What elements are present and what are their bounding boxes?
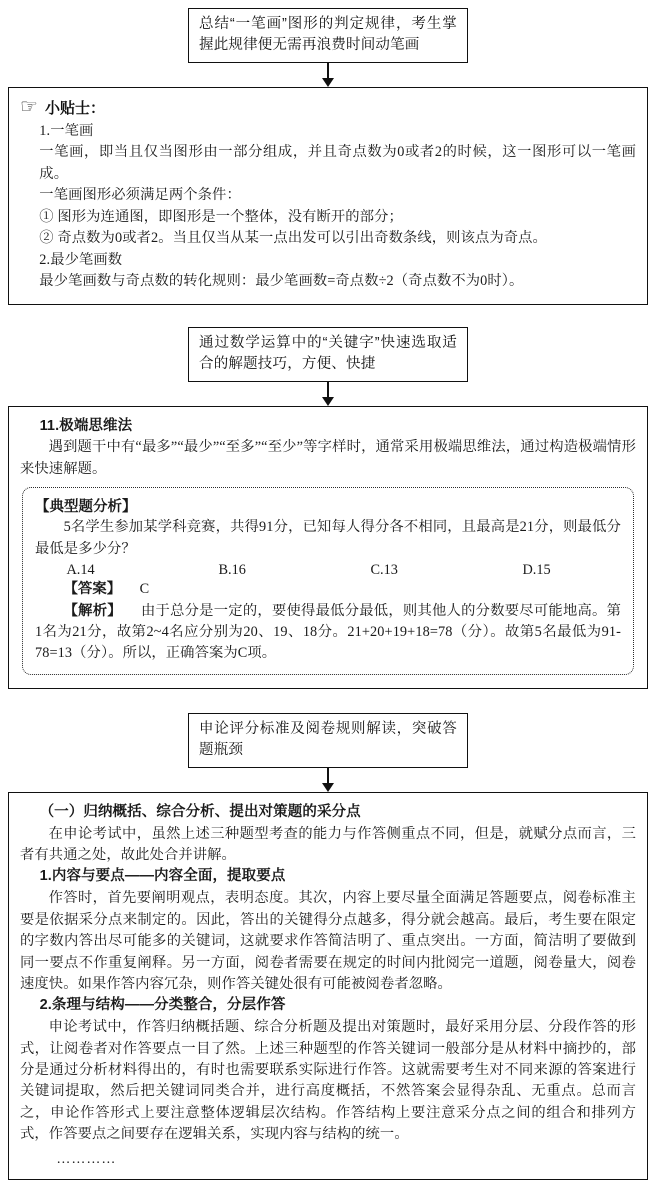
tip-title: 小贴士： <box>44 100 105 118</box>
tip-header <box>20 97 636 118</box>
tip-paragraph-2: 一笔画，即当且仅当图形由一部分组成，并且奇点数为0或者2的时候，这一图形可以一笔画成。 <box>39 144 636 182</box>
example-answer-line <box>35 579 621 600</box>
jiduan-body: 遇到题干中有“最多”“最少”“至多”“至少”等字样时，通常采用极端思维法，通过构造极端情形来快速解题。 <box>20 439 636 477</box>
option-d[interactable]: D.15 <box>522 562 551 579</box>
section-shenlun <box>0 713 656 1180</box>
jiduan-panel <box>8 406 648 689</box>
analysis-label: 【解析】 <box>63 602 122 619</box>
tip-paragraph-1: 1.一笔画 <box>39 123 94 140</box>
callout-text-1: 总结“一笔画”图形的判定规律，考生掌握此规律便无需再浪费时间动笔画 <box>199 16 457 54</box>
jiduan-heading: 11.极端思维法 <box>39 417 133 434</box>
callout-header-2 <box>0 327 656 406</box>
shenlun-ellipsis: ………… <box>56 1151 117 1167</box>
shenlun-sub2-heading: 2.条理与结构——分类整合，分层作答 <box>39 997 286 1014</box>
callout-text-2: 通过数学运算中的“关键字”快速选取适合的解题技巧，方便、快捷 <box>199 334 457 372</box>
callout-text-3: 申论评分标准及阅卷规则解读，突破答题瓶颈 <box>199 720 457 758</box>
example-title: 【典型题分析】 <box>35 499 137 516</box>
example-question: 5名学生参加某学科竞赛，共得91分，已知每人得分各不相同，且最高是21分，则最低分最低是多少分？ <box>35 519 621 557</box>
shenlun-sub1-heading: 1.内容与要点——内容全面，提取要点 <box>39 868 286 885</box>
analysis-text: 由于总分是一定的，要使得最低分最低，则其他人的分数要尽可能地高。第1名为21分，故第2~4名应分别为20、19、18分。21+20+19+18=78（分）。故第5名最低为91-78=13（分）。所以，正确答案为C项。 <box>35 602 622 662</box>
callout-header-3 <box>0 713 656 792</box>
answer-label: 【答案】 <box>63 581 122 598</box>
example-options <box>35 562 621 579</box>
callout-header-1 <box>0 8 656 87</box>
tip-paragraph-5: ② 奇点数为0或者2。当且仅当从某一点出发可以引出奇数条线，则该点为奇点。 <box>39 230 547 247</box>
section-jiduan <box>0 327 656 689</box>
example-box <box>22 487 634 675</box>
example-analysis-line <box>35 601 621 665</box>
tip-paragraph-4: ① 图形为连通图，即图形是一个整体，没有断开的部分； <box>39 208 403 225</box>
option-a[interactable]: A.14 <box>66 562 95 579</box>
tip-paragraph-7: 最少笔画数与奇点数的转化规则：最少笔画数=奇点数÷2（奇点数不为0时）。 <box>39 273 524 290</box>
shenlun-panel <box>8 792 648 1180</box>
shenlun-sub1-body: 作答时，首先要阐明观点，表明态度。其次，内容上要尽量全面满足答题要点，阅卷标准主要是依据采分点来制定的。因此，答出的关键得分点越多，得分就会越高。最后，考生要在限定的字数内答出尽可能多的关键词，这就要求作答简洁明了、重点突出。一方面，简洁明了要做到同一要点不作重复阐释。另一方面，阅卷者需要在规定的时间内批阅完一道题，阅卷量大，阅卷速度快。如果作答内容冗杂，则作答关键处很有可能被阅卷者忽略。 <box>20 890 636 992</box>
tip-paragraph-6: 2.最少笔画数 <box>39 251 123 268</box>
callout-box-1 <box>188 8 468 63</box>
down-arrow-icon-2 <box>321 382 335 406</box>
down-arrow-icon-1 <box>321 63 335 87</box>
shenlun-intro: 在申论考试中，虽然上述三种题型考查的能力与作答侧重点不同，但是，就赋分点而言，三者有共通之处，故此处合并讲解。 <box>20 825 636 864</box>
answer-value: C <box>139 581 150 598</box>
callout-box-2 <box>188 327 468 382</box>
section-yibihua <box>0 0 656 305</box>
pointing-hand-icon: ☞ <box>20 95 38 118</box>
tip-panel <box>8 87 648 305</box>
option-c[interactable]: C.13 <box>370 562 398 579</box>
down-arrow-icon-3 <box>321 768 335 792</box>
shenlun-sub2-body: 申论考试中，作答归纳概括题、综合分析题及提出对策题时，最好采用分层、分段作答的形式，让阅卷者对作答要点一目了然。上述三种题型的作答关键词一般部分是从材料中摘抄的，部分是通过分析材料得出的，有时也需要联系实际进行作答。这就需要考生对不同来源的答案进行关键词提取，然后把关键词同类合并，进行高度概括，不然答案会显得杂乱、无重点。总而言之，申论作答形式上要注意整体逻辑层次结构。作答结构上要注意采分点之间的组合和排列方式，作答要点之间要存在逻辑关系，实现内容与结构的统一。 <box>20 1019 636 1143</box>
callout-box-3 <box>188 713 468 768</box>
shenlun-heading: （一）归纳概括、综合分析、提出对策题的采分点 <box>39 803 361 820</box>
tip-paragraph-3: 一笔画图形必须满足两个条件： <box>39 187 241 204</box>
option-b[interactable]: B.16 <box>218 562 246 579</box>
